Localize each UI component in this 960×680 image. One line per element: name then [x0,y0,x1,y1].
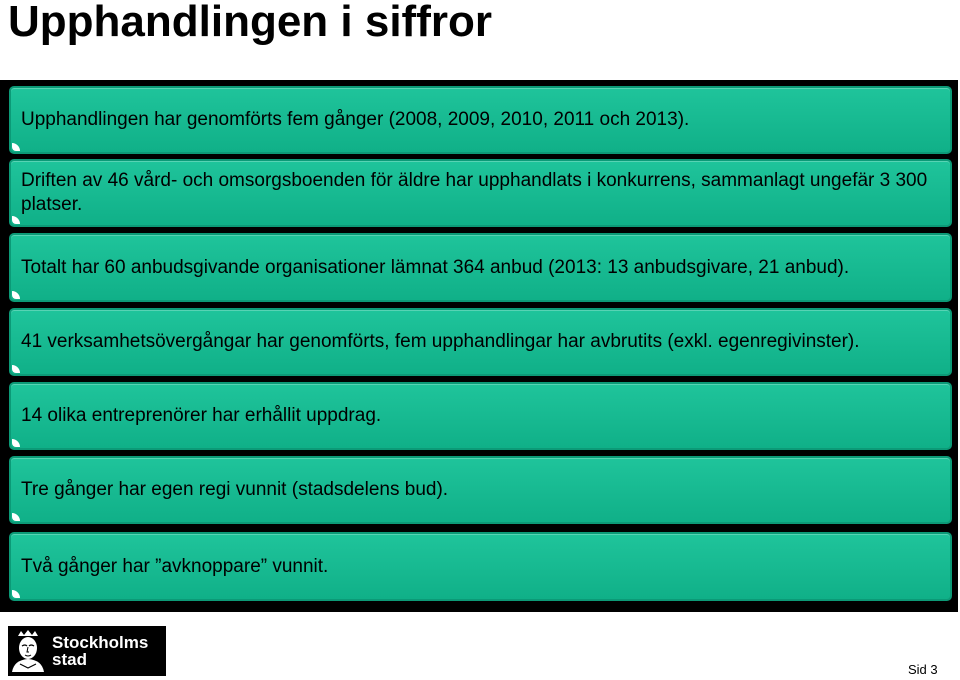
corner-decoration [12,216,20,224]
logo-line-1: Stockholms [52,633,149,652]
corner-decoration [12,291,20,299]
corner-decoration [12,439,20,447]
list-item [9,233,952,302]
logo-line-2: stad [52,650,87,669]
content-panel [0,80,958,612]
page-title: Upphandlingen i siffror [8,0,492,46]
stockholm-crest-icon [8,628,48,674]
bullet-text: Upphandlingen har genomförts fem gånger (2008, 2009, 2010, 2011 och 2013). [21,109,690,130]
list-item [9,532,952,601]
corner-decoration [12,143,20,151]
list-item [9,86,952,154]
bullet-text: 41 verksamhetsövergångar har genomförts, fem upphandlingar har avbrutits (exkl. egenregivinster). [21,331,860,352]
corner-decoration [12,590,20,598]
logo-wordmark [48,634,148,668]
list-item [9,456,952,524]
list-item [9,159,952,227]
list-item [9,308,952,376]
corner-decoration [12,513,20,521]
bullet-text: Två gånger har ”avknoppare” vunnit. [21,555,329,577]
bullet-text: Totalt har 60 anbudsgivande organisationer lämnat 364 anbud (2013: 13 anbudsgivare, 21 anbud). [21,256,850,278]
bullet-text: Tre gånger har egen regi vunnit (stadsdelens bud). [21,479,449,500]
corner-decoration [12,365,20,373]
stockholms-stad-logo [8,626,166,676]
page-number: Sid 3 [908,662,938,677]
bullet-text: Driften av 46 vård- och omsorgsboenden för äldre har upphandlats i konkurrens, sammanlagt ungefär 3 300 platser. [21,170,928,215]
bullet-text: 14 olika entreprenörer har erhållit uppdrag. [21,405,382,426]
list-item [9,382,952,450]
